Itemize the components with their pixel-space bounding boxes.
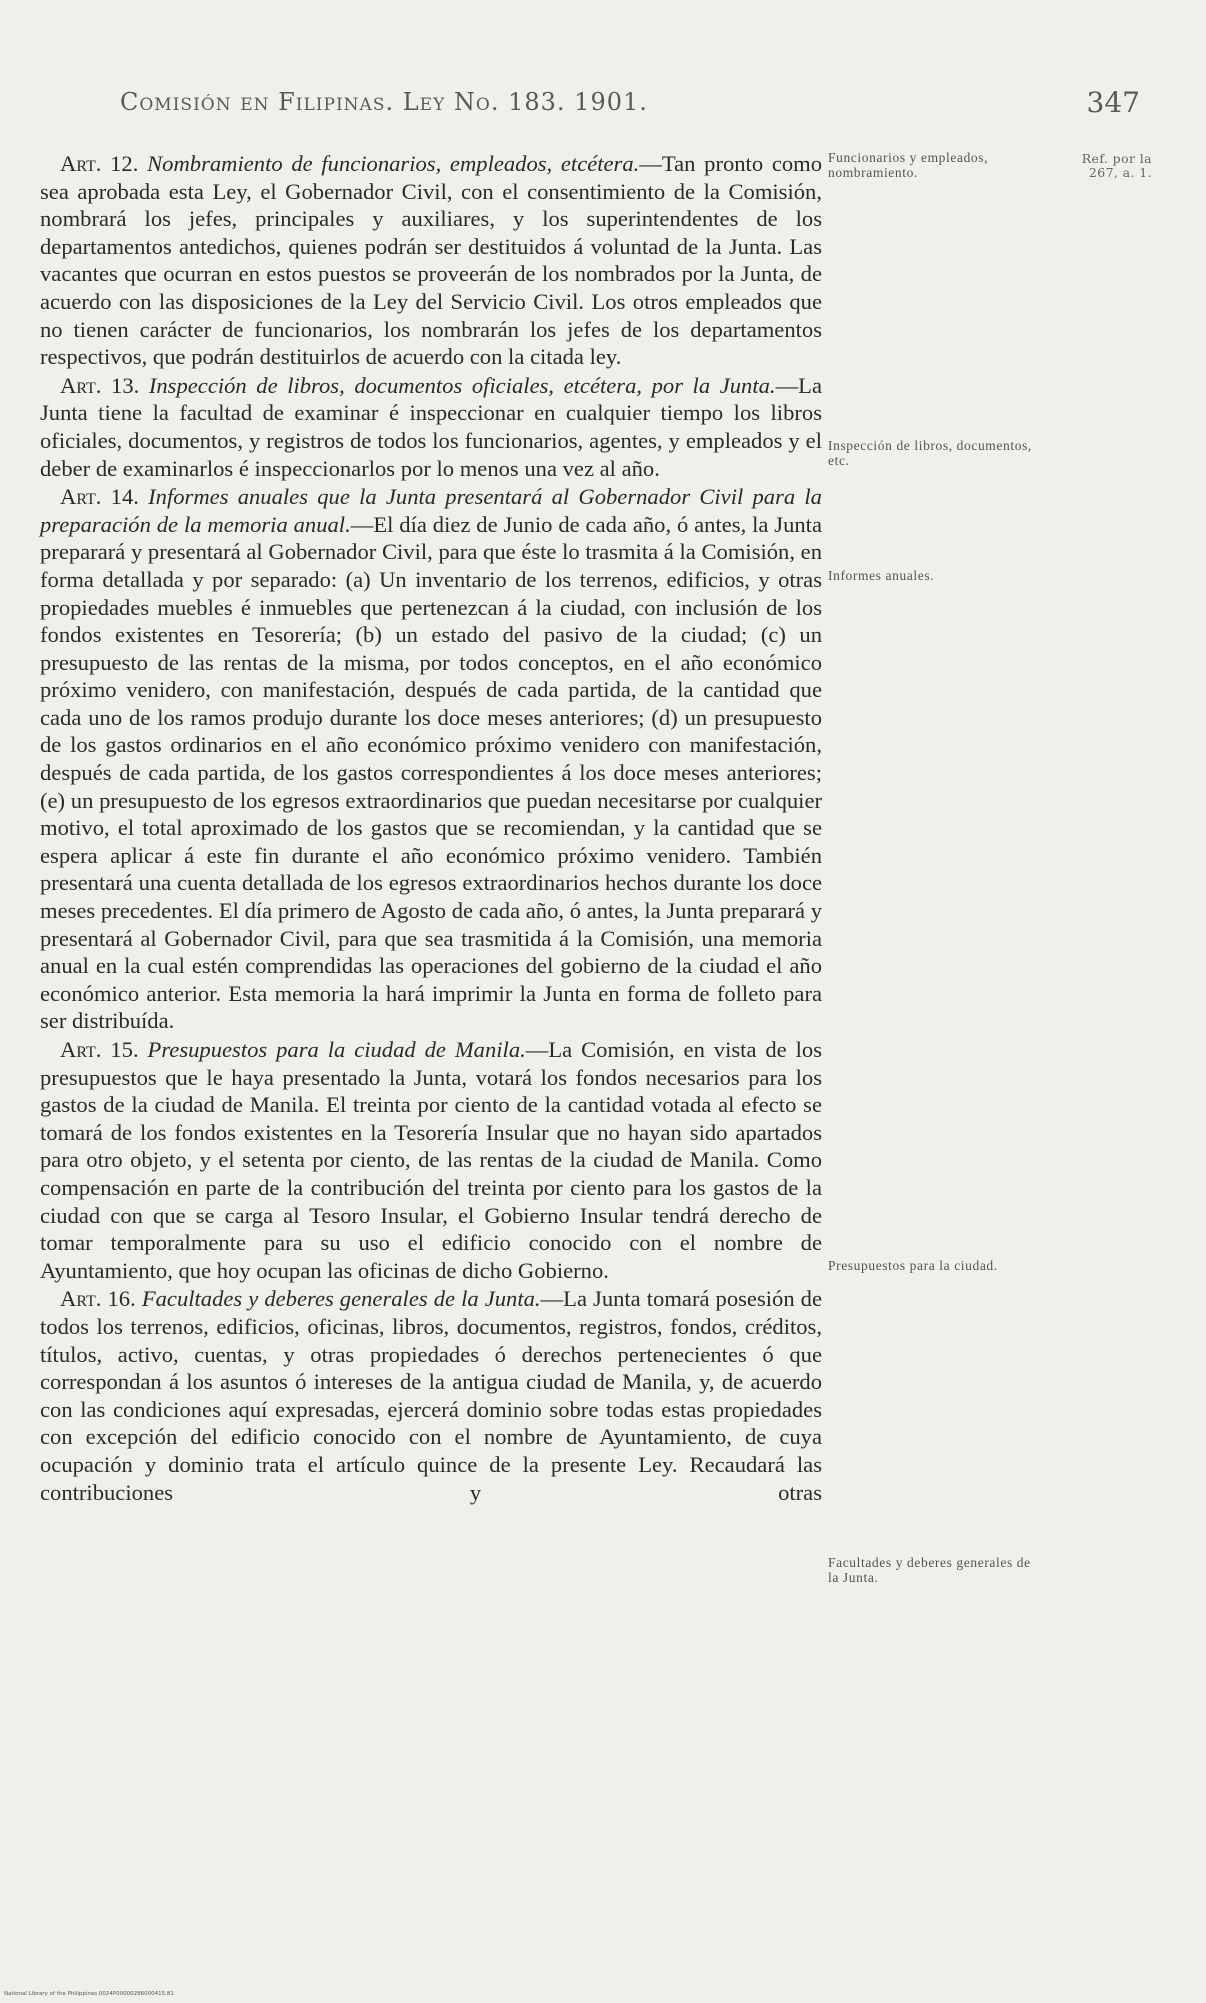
- article-title: Facultades y deberes generales de la Junta.: [141, 1286, 541, 1312]
- margin-note-art-16: Facultades y deberes generales de la Junta.: [828, 1555, 1031, 1585]
- article-title: Presupuestos para la ciudad de Manila.: [147, 1037, 526, 1062]
- article-number: Art. 13.: [60, 372, 140, 398]
- scan-footer: National Library of the Philippines 0024P00000286000415.81: [4, 1991, 174, 1997]
- margin-note-art-14: Informes anuales.: [828, 568, 935, 583]
- article-12: [40, 150, 822, 371]
- article-text: —La Junta tomará posesión de todos los terrenos, edificios, oficinas, libros, documentos, registros, fondos, créditos, títulos, activo, cuentas, y otras propiedades ó derechos pertenecientes ó que correspondan á los asuntos ó intereses de la antigua ciudad de Manila, y, de acuerdo con las condiciones aquí expresadas, ejercerá dominio sobre todas estas propiedades con excepción del edificio conocido con el nombre de Ayuntamiento, de cuya ocupación y dominio trata el artículo quince de la presente Ley. Recaudará las contribuciones y otras: [40, 1286, 822, 1505]
- article-14: [40, 483, 822, 1035]
- margin-reference: Ref. por la 267, a. 1.: [1081, 151, 1152, 180]
- article-number: Art. 14.: [60, 484, 139, 510]
- running-head: Comisión en Filipinas. Ley No. 183. 1901.: [120, 88, 648, 116]
- article-title: Inspección de libros, documentos oficiales, etcétera, por la Junta.: [148, 372, 776, 398]
- article-13: [40, 372, 822, 482]
- margin-note-art-12: Funcionarios y empleados, nombramiento.: [828, 150, 989, 180]
- article-title: Informes anuales que la Junta presentará al Gobernador Civil para la preparación de la memoria anual.: [40, 484, 822, 537]
- article-text: —La Junta tiene la facultad de examinar é inspeccionar en cualquier tiempo los libros oficiales, documentos, y registros de todos los funcionarios, agentes, y empleados y el deber de examinarlos é inspeccionarlos por lo menos una vez al año.: [40, 372, 822, 481]
- article-text: —La Comisión, en vista de los presupuestos que le haya presentado la Junta, votará los fondos necesarios para los gastos de la ciudad de Manila. El treinta por ciento de la cantidad votada al efecto se tomará de los fondos existentes en la Tesorería Insular que no hayan sido apartados para otro objeto, y el setenta por ciento, de las rentas de la ciudad de Manila. Como compensación en parte de la contribución del treinta por ciento para los gastos de la ciudad con que se carga al Tesoro Insular, el Gobierno Insular tendrá derecho de tomar temporalmente para su uso el edificio conocido con el nombre de Ayuntamiento, que hoy ocupan las oficinas de dicho Gobierno.: [40, 1037, 822, 1283]
- article-number: Art. 12.: [60, 151, 139, 176]
- article-text: —El día diez de Junio de cada año, ó antes, la Junta preparará y presentará al Gobernador Civil, para que éste lo trasmita á la Comisión, en forma detallada y por separado: (a) Un inventario de los terrenos, edificios, y otras propiedades muebles é inmuebles que pertenezcan á la ciudad, con inclusión de los fondos existentes en Tesorería; (b) un estado del pasivo de la ciudad; (c) un presupuesto de las rentas de la misma, por todos conceptos, en el año económico próximo venidero, con manifestación, después de cada partida, de la cantidad que cada uno de los ramos produjo durante los doce meses anteriores; (d) un presupuesto de los gastos ordinarios en el año económico próximo venidero con manifestación, después de cada partida, de los gastos correspondientes á los doce meses anteriores; (e) un presupuesto de los egresos extraordinarios que puedan necesitarse por cualquier motivo, el total aproximado de los gastos que se recomiendan, y la cantidad que se espera aplicar á este fin durante el año económico próximo venidero. También presentará una cuenta detallada de los egresos extraordinarios hechos durante los doce meses precedentes. El día primero de Agosto de cada año, ó antes, la Junta preparará y presentará al Gobernador Civil, para que sea trasmitida á la Comisión, una memoria anual en la cual estén comprendidas las operaciones del gobierno de la ciudad el año económico anterior. Esta memoria la hará imprimir la Junta en forma de folleto para ser distribuída.: [40, 511, 822, 1034]
- article-title: Nombramiento de funcionarios, empleados, etcétera.: [147, 151, 640, 176]
- article-number: Art. 15.: [60, 1037, 139, 1062]
- body-text: [40, 150, 822, 1506]
- article-15: [40, 1036, 822, 1284]
- article-text: —Tan pronto como sea aprobada esta Ley, el Gobernador Civil, con el consentimiento de la Comisión, nombrará los jefes, principales y auxiliares, y los superintendentes de los departamentos antedichos, quienes podrán ser destituidos á voluntad de la Junta. Las vacantes que ocurran en estos puestos se proveerán de los nombrados por la Junta, de acuerdo con las disposiciones de la Ley del Servicio Civil. Los otros empleados que no tienen carácter de funcionarios, los nombrarán los jefes de los departamentos respectivos, que podrán destituirlos de acuerdo con la citada ley.: [40, 151, 823, 370]
- page-number: 347: [1086, 86, 1140, 119]
- article-number: Art. 16.: [60, 1286, 136, 1312]
- margin-note-art-13: Inspección de libros, documentos, etc.: [828, 438, 1032, 468]
- article-16: [40, 1285, 822, 1506]
- margin-note-art-15: Presupuestos para la ciudad.: [828, 1258, 998, 1273]
